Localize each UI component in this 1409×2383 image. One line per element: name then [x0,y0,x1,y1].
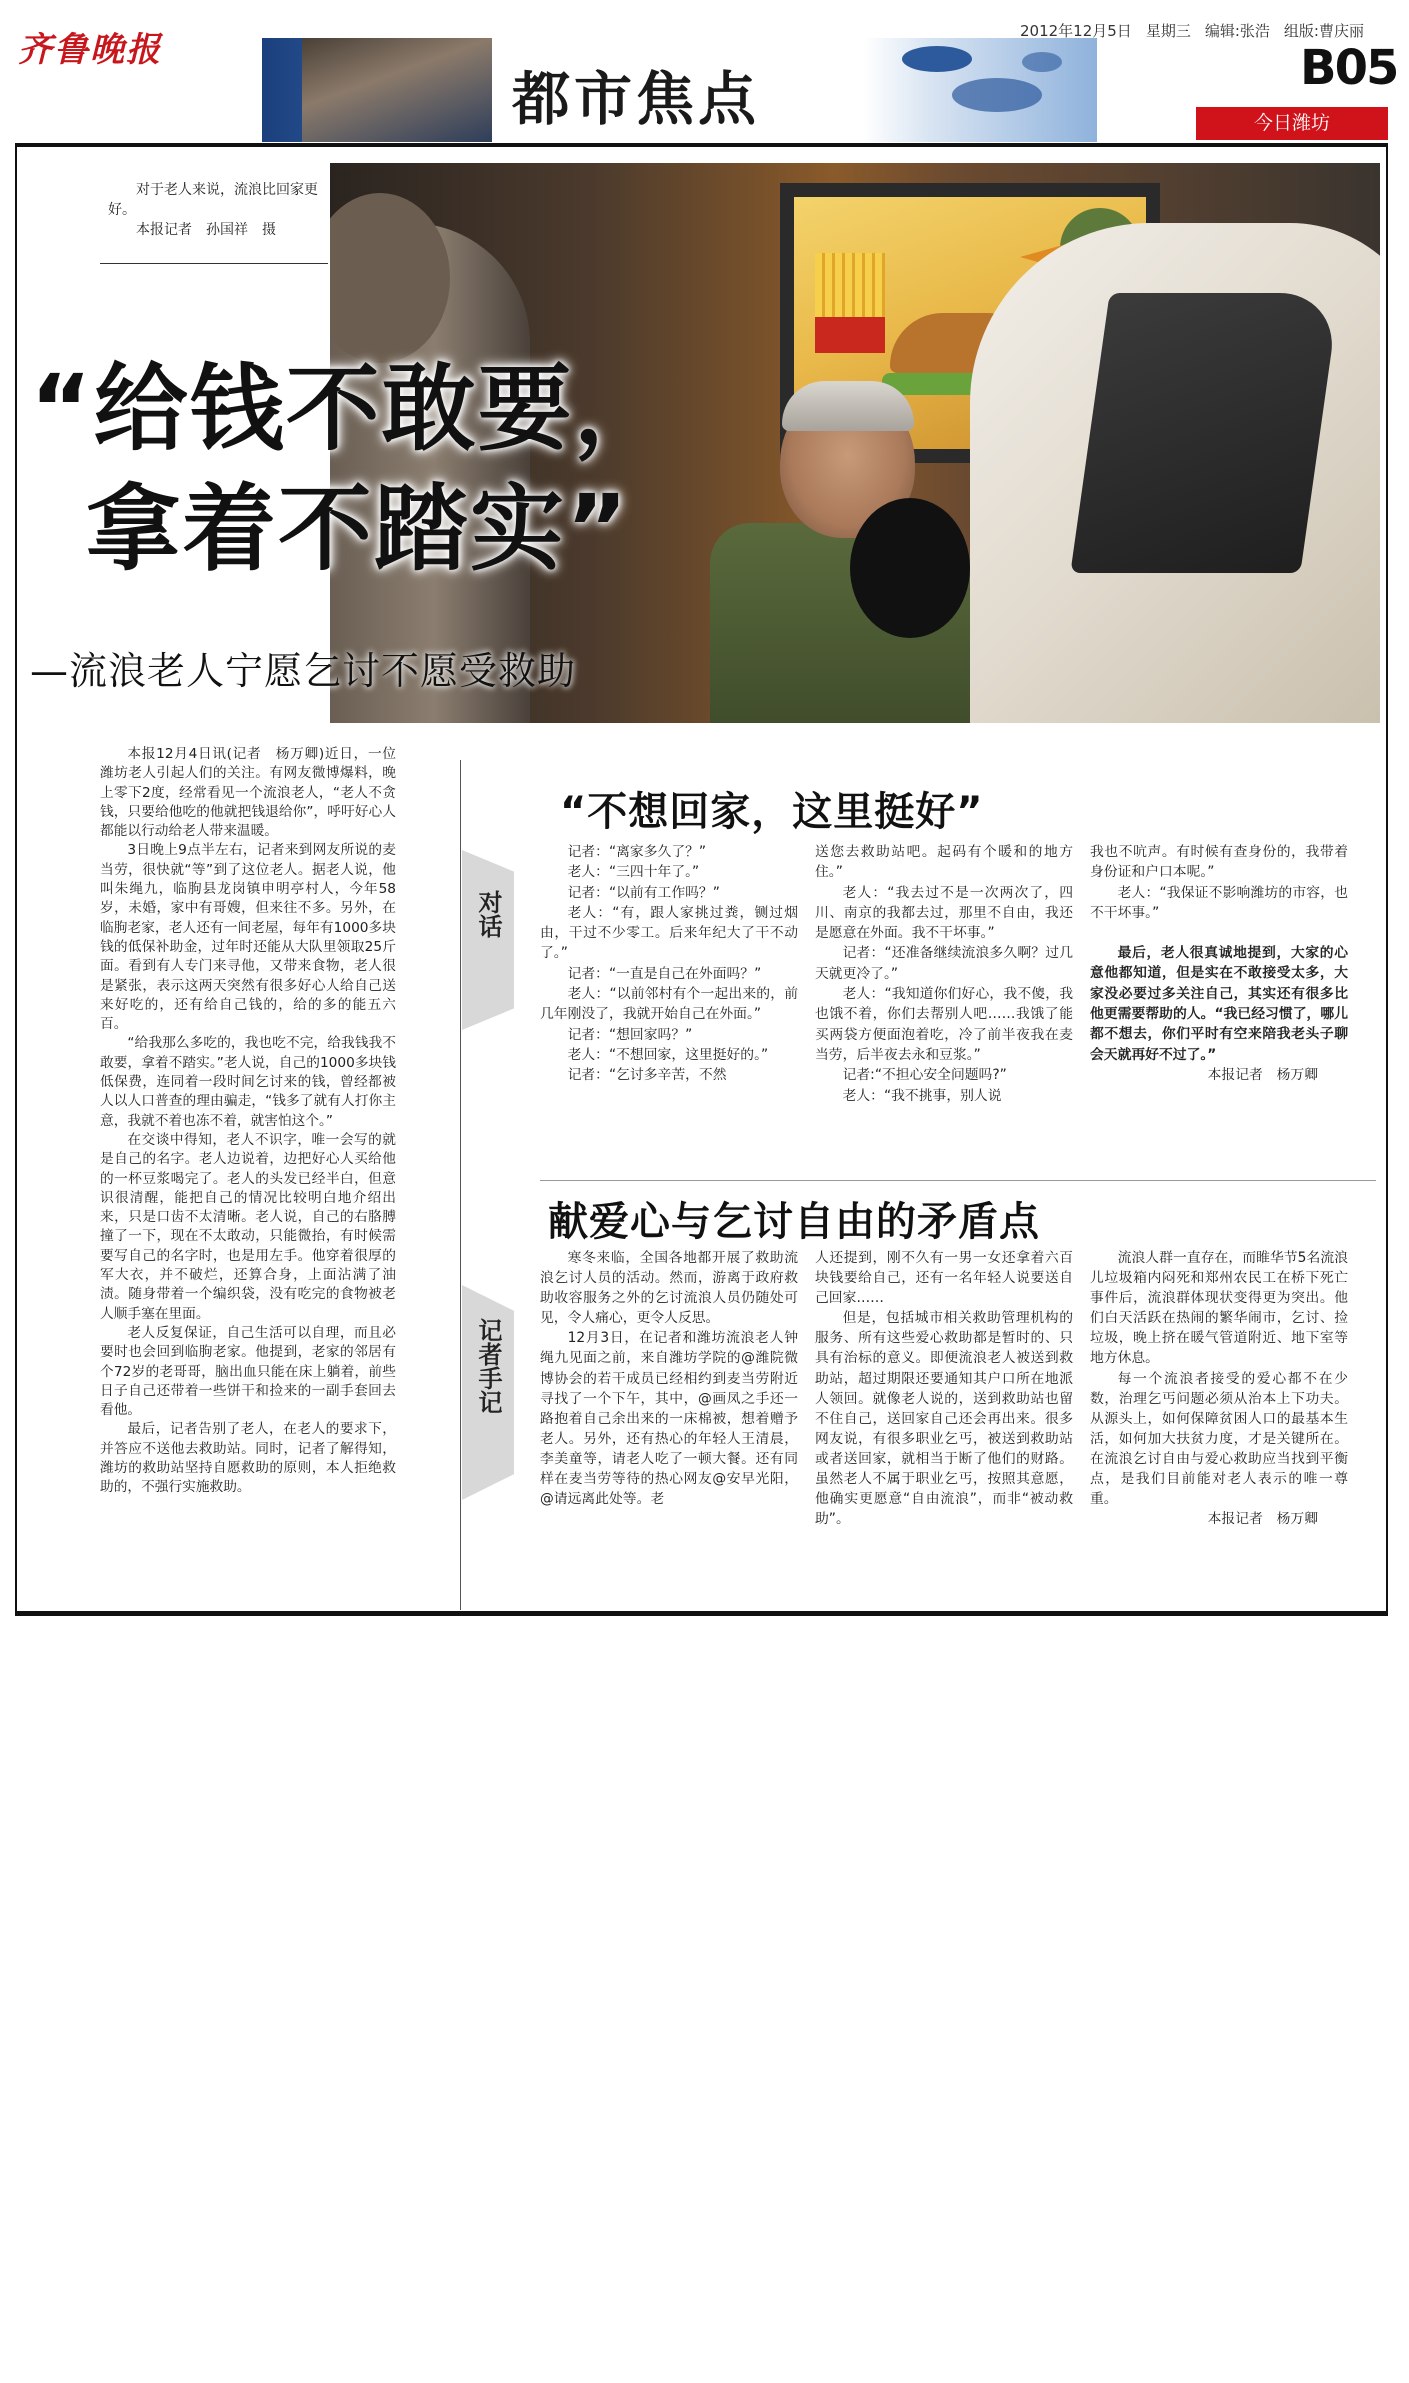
article-paragraph: 本报12月4日讯(记者 杨万卿)近日，一位潍坊老人引起人们的关注。有网友微博爆料，晚上零下2度，经常看见一个流浪老人，“老人不贪钱，只要给他吃的他就把钱退给你”，呼吁好心人都能以行动给老人带来温暖。 [100,746,396,840]
banner-photo [302,38,492,142]
subheadline: —流浪老人宁愿乞讨不愿受救助 [30,649,577,693]
issue-meta [1020,20,1378,41]
dialogue-line: 最后，老人很真诚地提到，大家的心意他都知道，但是实在不敢接受太多，大家没必要过多关注自己，其实还有很多比他更需要帮助的人。“我已经习惯了，哪儿都不想去，你们平时有空来陪我老头子聊会天就再好不过了。” [1090,945,1348,1063]
masthead [0,0,1409,150]
dialogue-line: 我也不吭声。有时候有查身份的，我带着身份证和户口本呢。” [1090,844,1348,881]
designer-credit: 组版:曹庆丽 [1283,22,1364,40]
commentary-title: 献爱心与乞讨自由的矛盾点 [548,1199,1040,1245]
dialogue-line: 老人：“我知道你们好心，我不傻，我也饿不着，你们去帮别人吧……我饿了能买两袋方便面泡着吃，冷了前半夜我在麦当劳，后半夜去永和豆浆。” [815,986,1073,1063]
issue-weekday: 星期三 [1145,22,1191,40]
commentary-tag [468,1318,508,1423]
dialogue-line: 记者：“还准备继续流浪多久啊？过几天就更冷了。” [815,945,1073,982]
banner-decoration [1022,52,1062,72]
photo-left-head [330,193,450,363]
commentary-column-3 [1090,1248,1348,1529]
dialogue-line: 记者：“想回家吗？” [567,1026,693,1043]
section-title: 都市焦点 [512,65,761,133]
issue-date: 2012年12月5日 [1020,22,1132,40]
dialogue-line: 老人：“我不挑事，别人说 [842,1087,1002,1104]
dialogue-line: 记者：“离家多久了？” [567,844,707,860]
section-banner [262,38,1097,142]
headline-line-2: 拿着不踏实” [86,475,630,584]
dialogue-tag-label: 对话 [474,890,502,938]
article-paragraph: 在交谈中得知，老人不识字，唯一会写的就是自己的名字。老人边说着，边把好心人买给他的一杯豆浆喝完了。老人的头发已经半白，但意识很清醒，能把自己的情况比较明白地介绍出来，只是口齿不太清晰。老人说，自己的右胳膊撞了一下，现在不太敢动，只能微抬，有时候需要写自己的名字时，也是用左手。他穿着很厚的军大衣，并不破烂，还算合身，上面沾满了油渍。随身带着一个编织袋，没有吃完的食物被老人顺手塞在里面。 [100,1131,396,1322]
dialogue-line: 老人：“不想回家，这里挺好的。” [567,1046,769,1063]
dialogue-line: 记者：“乞讨多辛苦，不然 [567,1067,727,1084]
dialogue-line: 记者:“不担心安全问题吗?” [842,1067,1007,1084]
photo-caption [108,180,328,240]
photo-dark-head [850,498,970,638]
editor-credit: 编辑:张浩 [1204,22,1270,40]
photo-right-shadow [1070,293,1339,573]
local-section-tab: 今日潍坊 [1196,107,1388,140]
column-divider [460,760,461,1610]
section-divider [540,1180,1376,1181]
caption-divider [100,263,328,264]
banner-decoration [952,78,1042,112]
commentary-paragraph: 每一个流浪者接受的爱心都不在少数，治理乞丐问题必须从治本上下功夫。从源头上，如何保障贫困人口的最基本生活，如何加大扶贫力度，才是关键所在。在流浪乞讨自由与爱心救助应当找到平衡点，是我们目前能对老人表示的唯一尊重。 [1090,1370,1348,1508]
dialogue-title: “不想回家，这里挺好” [560,789,984,835]
dialogue-byline: 本报记者 杨万卿 [1207,1066,1318,1083]
banner-decoration [902,46,972,72]
page-number: B05 [1300,40,1398,96]
dialogue-line: 老人：“三四十年了。” [567,864,700,881]
commentary-column-2 [815,1248,1073,1529]
commentary-paragraph: 寒冬来临，全国各地都开展了救助流浪乞讨人员的活动。然而，游离于政府救助收容服务之外的乞讨流浪人员仍随处可见，令人痛心，更令人反思。 [540,1250,798,1327]
commentary-paragraph: 人还提到，刚不久有一男一女还拿着六百块钱要给自己，还有一名年轻人说要送自己回家…… [815,1250,1073,1307]
photo-fries [815,253,885,353]
commentary-column-1 [540,1248,798,1509]
dialogue-line: 送您去救助站吧。起码有个暖和的地方住。” [815,844,1073,881]
dialogue-line: 老人：“以前邻村有个一起出来的，前几年刚没了，我就开始自己在外面。” [540,986,798,1023]
dialogue-column-3 [1090,842,1348,1085]
article-paragraph: 3日晚上9点半左右，记者来到网友所说的麦当劳，很快就“等”到了这位老人。据老人说，他叫朱绳九，临朐县龙岗镇申明亭村人，今年58岁，未婚，家中有哥嫂，但来往不多。另外，在临朐老家，老人还有一间老屋，每年有1000多块钱的低保补助金，过年时还能从大队里领取25斤面。看到有人专门来寻他，又带来食物，老人很是紧张，表示这两天突然有很多好心人给自己送来好吃的，还有给自己钱的，给的多的能五六百。 [100,842,396,1033]
article-paragraph: 最后，记者告别了老人，在老人的要求下，并答应不送他去救助站。同时，记者了解得知，潍坊的救助站坚持自愿救助的原则，本人拒绝救助的，不强行实施救助。 [100,1421,396,1496]
dialogue-line: 记者：“以前有工作吗？” [567,884,720,901]
main-headline [30,350,670,590]
headline-line-1: “给钱不敢要， [30,355,670,464]
article-paragraph: 老人反复保证，自己生活可以自理，而且必要时也会回到临朐老家。他提到，老家的邻居有个72岁的老哥哥，脑出血只能在床上躺着，前些日子自己还带着一些饼干和捡来的一副手套回去看他。 [100,1324,396,1419]
newspaper-logo: 齐鲁晚报 [18,30,162,70]
caption-text: 对于老人来说，流浪比回家更好。 [108,182,318,218]
dialogue-column-2 [815,842,1073,1106]
article-paragraph: “给我那么多吃的，我也吃不完，给我钱我不敢要，拿着不踏实。”老人说，自己的1000多块钱低保费，连同着一段时间乞讨来的钱，曾经都被人以人口普查的理由骗走，“钱多了就有人打你主意，我就不着也冻不着，就害怕这个。” [100,1035,396,1129]
photo-credit: 本报记者 孙国祥 摄 [136,222,276,238]
dialogue-column-1 [540,842,798,1086]
photo-old-man-hair [782,381,914,431]
commentary-byline: 本报记者 杨万卿 [1207,1511,1318,1528]
dialogue-line: 记者：“一直是自己在外面吗？” [567,965,762,982]
dialogue-tag [468,890,508,947]
dialogue-line: 老人：“我保证不影响潍坊的市容，也不干坏事。” [1090,884,1348,921]
frame-bottom-rule [15,1611,1388,1616]
commentary-paragraph: 12月3日，在记者和潍坊流浪老人钟绳九见面之前，来自潍坊学院的@潍院微博协会的若干成员已经相约到麦当劳附近寻找了一个下午，其中，@画凤之手还一路抱着自己余出来的一床棉被，想着赠予老人。另外，还有热心的年轻人王清晨，李美童等，请老人吃了一顿大餐。还有同样在麦当劳等待的热心网友@安早光阳，@请远离此处等。老 [540,1330,798,1508]
commentary-tag-label: 记者手记 [474,1318,502,1414]
commentary-paragraph: 流浪人群一直存在，而睢华节5名流浪儿垃圾箱内闷死和郑州农民工在桥下死亡事件后，流浪群体现状变得更为突出。他们白天活跃在热闹的繁华闹市，乞讨、捡垃圾，晚上挤在暖气管道附近、地下室等地方休息。 [1090,1250,1348,1367]
commentary-paragraph: 但是，包括城市相关救助管理机构的服务、所有这些爱心救助都是暂时的、只具有治标的意义。即便流浪老人被送到救助站，超过期限还要通知其户口所在地派人领回。就像老人说的，送到救助站也留不住自己，送回家自己还会再出来。很多网友说，有很多职业乞丐，被送到救助站或者送回家，就相当于断了他们的财路。虽然老人不属于职业乞丐，按照其意愿，他确实更愿意“自由流浪”，而非“被动救助”。 [815,1310,1073,1528]
lead-article [100,745,396,1498]
dialogue-line: 老人：“我去过不是一次两次了，四川、南京的我都去过，那里不自由，我还是愿意在外面。我不干坏事。” [815,884,1073,942]
dialogue-line: 老人：“有，跟人家挑过粪，铡过烟由，干过不少零工。后来年纪大了干不动了。” [540,904,798,962]
